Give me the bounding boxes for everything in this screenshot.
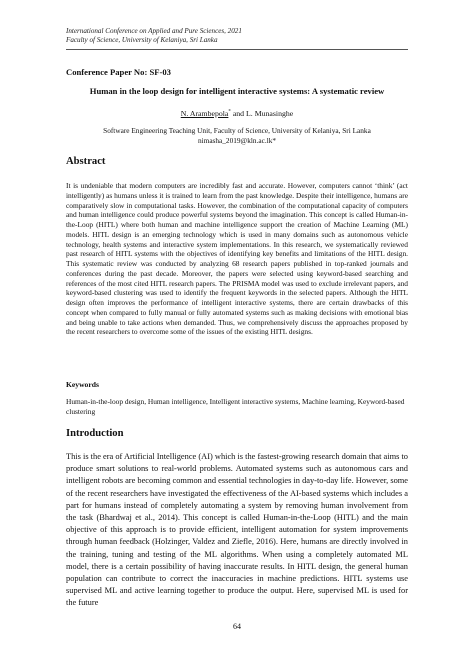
header-conference: International Conference on Applied and Pure Sciences, 2021	[66, 27, 242, 35]
keywords-heading: Keywords	[66, 380, 99, 389]
keywords-text: Human-in-the-loop design, Human intelligence, Intelligent interactive systems, Machine learning, Keyword-based clustering	[66, 397, 405, 416]
abstract-heading: Abstract	[66, 156, 106, 167]
running-header	[66, 27, 242, 46]
introduction-heading: Introduction	[66, 428, 124, 439]
contact-email: nimasha_2019@kln.ac.lk*	[197, 135, 277, 145]
header-rule	[66, 49, 408, 50]
author-connector: and	[230, 109, 247, 118]
affiliation-line: Software Engineering Teaching Unit, Faculty of Science, University of Kelaniya, Sri Lanka	[103, 126, 371, 135]
corresponding-marker: *	[228, 109, 231, 115]
affiliation	[66, 126, 408, 145]
paper-title: Human in the loop design for intelligent interactive systems: A systematic review	[89, 86, 385, 96]
author-list	[66, 109, 408, 118]
conference-paper-number: Conference Paper No: SF-03	[66, 67, 171, 77]
page-number: 64	[233, 622, 241, 631]
introduction-text: This is the era of Artificial Intelligence (AI) which is the fastest-growing research domain that aims to produce smart solutions to real-world problems. Automated systems such as autonomous cars and intelligent robots are becoming common and essential technologies in day-to-day life. However, some of the recent researchers have investigated the effectiveness of the AI-based systems which includes a part for humans instead of completely automating a system by removing human involvement from the task (Bhardwaj et al., 2014). This concept is called Human-in-the-Loop (HITL) and the main objective of this approach is to provide efficient, intelligent automation for system improvements through human feedback (Holzinger, Valdez and Ziefle, 2016). Here, humans are directly involved in the training, tuning and testing of the ML algorithms. When using a completely automated ML model, there is a certain possibility of having inaccurate results. In HITL design, the general human population can contribute to correct the inaccuracies in machine predictions. HITL systems use supervised ML and active learning together to produce the output. Here, supervised ML is used for the future	[66, 452, 409, 608]
header-faculty: Faculty of Science, University of Kelaniya, Sri Lanka	[66, 36, 218, 45]
author-first: N. Arambepola	[180, 109, 229, 118]
abstract-text: It is undeniable that modern computers are incredibly fast and accurate. However, computers cannot ‘think’ (act intelligently) as humans unless it is trained to learn from the past knowledge. Despite their intelligence, humans are comparatively slow in computational tasks. However, the combination of the computational capacity of computers and human intelligence could produce powerful systems beyond the imagination. This concept is called Human-in-the-Loop (HITL) where both human and machine intelligence support the creation of Machine Learning (ML) models. HITL design is an emerging technology which is used in many domains such as autonomous vehicle technology, health systems and interactive system implementations. In this research, we systematically reviewed past research of HITL systems with the objectives of identifying key benefits and limitations of the HITL design. This systematic review was conducted by analyzing 68 research papers published in top-ranked journals and conferences during the past decade. Moreover, the papers were selected using keyword-based searching and references of the most cited HITL research papers. The PRISMA model was used to exclude irrelevant papers, and keyword-based clustering was used to identify the frequent keywords in the selected papers. Although the HITL design often improves the performance of intelligent interactive systems, there are certain drawbacks of this concept when compared to fully manual or fully automated systems such as making decisions with emotional bias and being unable to take actions when demanded. Thus, we comprehensively discuss the approaches proposed by the recent researchers to overcome some of the issues of the existing HITL designs.	[66, 181, 408, 337]
author-second: L. Munasinghe	[246, 109, 294, 118]
